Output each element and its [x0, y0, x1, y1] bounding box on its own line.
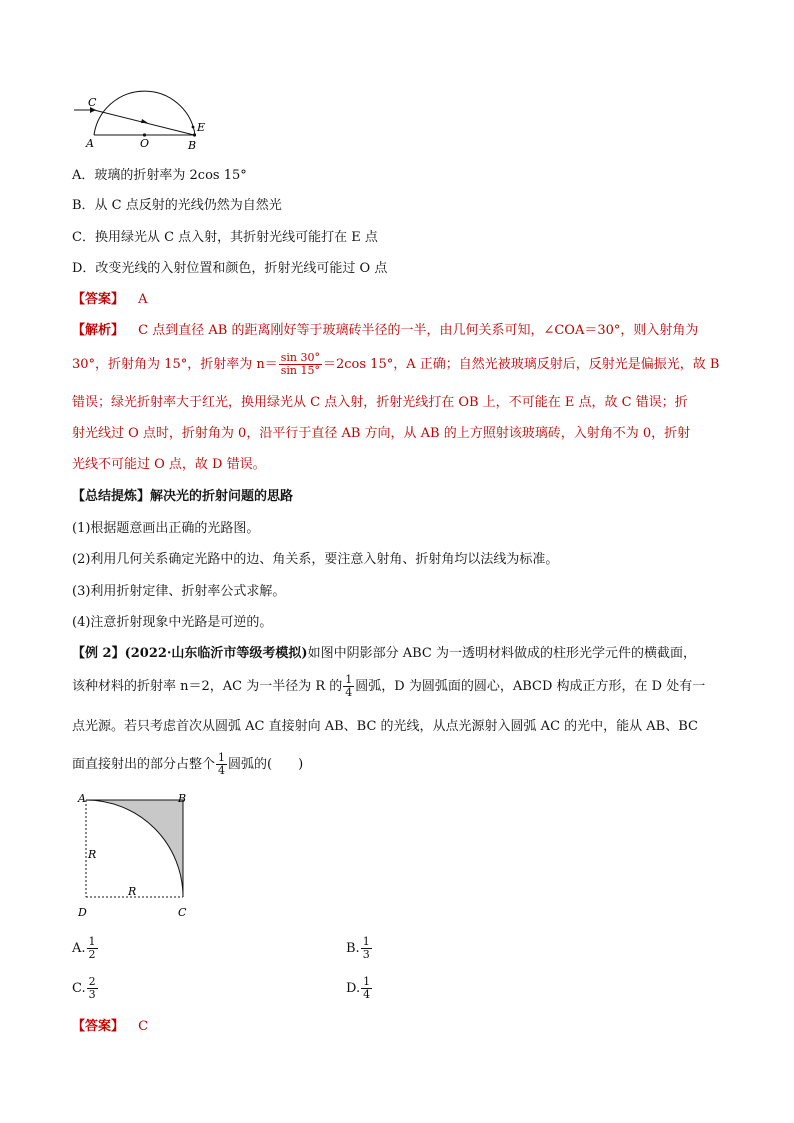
q2-option-a-den: 2 [88, 948, 96, 961]
q2-option-c [72, 976, 99, 1001]
q1-analysis-line-1 [72, 322, 698, 340]
q2-option-c-num: 2 [88, 975, 96, 988]
q2-text-4-pre: 面直接射出的部分占整个 [72, 757, 216, 772]
q2-line-4 [72, 752, 303, 777]
q2-option-b-den: 3 [362, 948, 370, 961]
q1-analysis-text-2-pre: 30°，折射角为 15°，折射率为 n＝ [72, 357, 278, 372]
refraction-fraction [279, 352, 322, 377]
q1-answer-tag: 【答案】 [72, 292, 125, 307]
q1-option-d: D．改变光线的入射位置和颜色，折射光线可能过 O 点 [72, 261, 388, 276]
q1-analysis-line-2 [72, 352, 719, 377]
summary-item-3: (3)利用折射定律、折射率公式求解。 [72, 584, 286, 599]
q1-option-c: C．换用绿光从 C 点入射，其折射光线可能打在 E 点 [72, 230, 378, 245]
label-d2: D [78, 906, 87, 919]
label-r-vertical: R [88, 848, 97, 861]
q2-text-1: 如图中阴影部分 ABC 为一透明材料做成的柱形光学元件的横截面， [307, 646, 696, 661]
q2-option-c-den: 3 [88, 988, 96, 1001]
quarter-circle-figure [72, 790, 202, 925]
q1-answer-row [72, 291, 148, 309]
label-c2: C [178, 906, 187, 919]
q2-option-b-num: 1 [362, 935, 370, 948]
q2-answer-tag: 【答案】 [72, 1019, 125, 1034]
q2-line-1 [72, 645, 696, 663]
quarter2-denominator: 4 [218, 764, 226, 777]
q2-text-4-post: 圆弧的( ) [228, 757, 304, 772]
q1-analysis-line-5: 光线不可能过 O 点，故 D 错误。 [72, 457, 266, 472]
q2-option-a-fraction [87, 936, 98, 961]
summary-item-4: (4)注意折射现象中光路是可逆的。 [72, 615, 273, 630]
q2-heading: 【例 2】(2022·山东临沂市等级考模拟) [72, 646, 308, 661]
q2-option-b-letter: B. [346, 941, 360, 956]
q2-option-c-fraction [87, 976, 98, 1001]
summary-title [72, 488, 293, 506]
q1-analysis-line-3: 错误；绿光折射率大于红光，换用绿光从 C 点入射，折射光线打在 OB 上，不可能在 E 点，故 C 错误；折 [72, 395, 688, 410]
q1-analysis-tag: 【解析】 [72, 323, 125, 338]
q1-analysis-line-4: 射光线过 O 点时，折射角为 0，沿平行于直径 AB 方向，从 AB 的上方照射该玻璃砖，入射角不为 0，折射 [72, 426, 691, 441]
q1-analysis-text-2-post: ＝2cos 15°，A 正确；自然光被玻璃反射后，反射光是偏振光，故 B [322, 357, 720, 372]
q1-option-b: B．从 C 点反射的光线仍然为自然光 [72, 198, 282, 213]
summary-heading: 解决光的折射问题的思路 [150, 489, 294, 504]
fraction-denominator: sin 15° [280, 364, 320, 377]
q2-option-b-fraction [361, 936, 372, 961]
ray-arrow-icon [141, 119, 148, 123]
quarter-denominator: 4 [345, 686, 353, 699]
q2-option-b [346, 936, 373, 961]
summary-tag: 【总结提炼】 [72, 489, 151, 504]
q2-text-2-post: 圆弧，D 为圆弧面的圆心，ABCD 构成正方形，在 D 处有一 [355, 679, 706, 694]
summary-item-2: (2)利用几何关系确定光路中的边、角关系，要注意入射角、折射角均以法线为标准。 [72, 552, 559, 567]
shaded-region-abc [86, 800, 183, 897]
summary-item-1: (1)根据题意画出正确的光路图。 [72, 521, 260, 536]
semicircle-arc [94, 91, 195, 135]
q1-answer-value: A [138, 292, 148, 307]
label-r-horizontal: R [128, 885, 137, 898]
point-b [193, 133, 196, 136]
q2-option-c-letter: C. [72, 981, 86, 996]
quarter-fraction [343, 674, 354, 699]
q2-option-d-num: 1 [363, 975, 371, 988]
label-e: E [197, 121, 206, 134]
label-o: O [140, 137, 150, 150]
q2-option-a-letter: A. [72, 941, 86, 956]
q2-answer-row [72, 1018, 148, 1036]
semicircle-figure [70, 80, 220, 155]
q2-line-2 [72, 674, 705, 699]
q1-analysis-text-1: C 点到直径 AB 的距离刚好等于玻璃砖半径的一半，由几何关系可知，∠COA＝30°，则入射角为 [138, 323, 699, 338]
q2-option-d-letter: D. [346, 981, 361, 996]
quarter-fraction-2 [216, 752, 227, 777]
label-b: B [188, 139, 197, 152]
q2-answer-value: C [138, 1019, 149, 1034]
q2-option-a [72, 936, 99, 961]
q2-option-d-fraction [361, 976, 372, 1001]
label-c: C [88, 96, 97, 109]
label-a2: A [78, 792, 86, 805]
label-b2: B [178, 792, 187, 805]
label-a: A [86, 137, 94, 150]
q2-line-3: 点光源。若只考虑首次从圆弧 AC 直接射向 AB、BC 的光线，从点光源射入圆弧 AC 的光中，能从 AB、BC [72, 719, 698, 734]
quarter2-numerator: 1 [218, 751, 226, 764]
q1-option-a: A．玻璃的折射率为 2cos 15° [72, 168, 247, 183]
q2-option-d [346, 976, 373, 1001]
q2-option-a-num: 1 [88, 935, 96, 948]
quarter-numerator: 1 [345, 673, 353, 686]
point-e [192, 126, 195, 129]
q2-option-d-den: 4 [363, 988, 371, 1001]
fraction-numerator: sin 30° [280, 351, 320, 364]
q2-text-2-pre: 该种材料的折射率 n＝2，AC 为一半径为 R 的 [72, 679, 343, 694]
